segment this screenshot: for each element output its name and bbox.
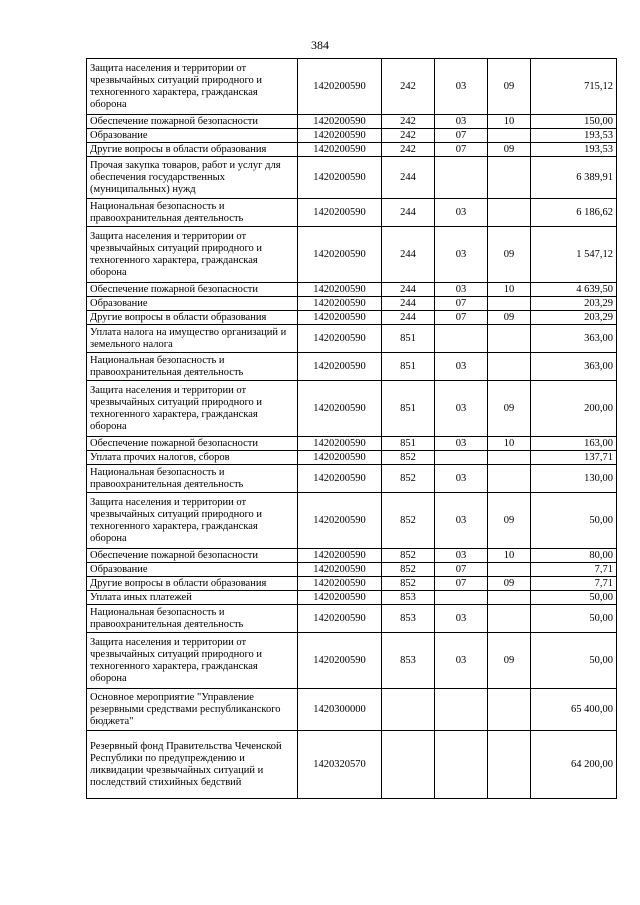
table-row — [87, 563, 617, 577]
row-amount: 50,00 — [531, 591, 617, 605]
row-amount: 6 389,91 — [531, 157, 617, 199]
row-name: Другие вопросы в области образования — [87, 311, 298, 325]
row-amount: 363,00 — [531, 353, 617, 381]
row-expense-type — [382, 689, 435, 731]
row-amount: 7,71 — [531, 577, 617, 591]
row-section: 03 — [435, 353, 488, 381]
row-expense-type: 242 — [382, 59, 435, 115]
row-target-article: 1420200590 — [298, 283, 382, 297]
row-target-article: 1420200590 — [298, 115, 382, 129]
table-row — [87, 283, 617, 297]
row-amount: 203,29 — [531, 297, 617, 311]
row-name: Национальная безопасность и правоохранительная деятельность — [87, 199, 298, 227]
row-section: 03 — [435, 115, 488, 129]
row-section — [435, 451, 488, 465]
row-amount: 7,71 — [531, 563, 617, 577]
row-name: Обеспечение пожарной безопасности — [87, 437, 298, 451]
row-target-article: 1420200590 — [298, 227, 382, 283]
row-name: Прочая закупка товаров, работ и услуг для обеспечения государственных (муниципальных) нужд — [87, 157, 298, 199]
row-name: Уплата прочих налогов, сборов — [87, 451, 298, 465]
row-section: 07 — [435, 563, 488, 577]
table-row — [87, 577, 617, 591]
row-expense-type: 244 — [382, 157, 435, 199]
row-amount: 193,53 — [531, 129, 617, 143]
row-amount: 50,00 — [531, 633, 617, 689]
table-row — [87, 115, 617, 129]
row-name: Национальная безопасность и правоохранительная деятельность — [87, 605, 298, 633]
row-target-article: 1420200590 — [298, 353, 382, 381]
row-name: Защита населения и территории от чрезвычайных ситуаций природного и техногенного характера, гражданская оборона — [87, 493, 298, 549]
row-name: Национальная безопасность и правоохранительная деятельность — [87, 465, 298, 493]
row-amount: 64 200,00 — [531, 731, 617, 799]
row-target-article: 1420200590 — [298, 381, 382, 437]
row-subsection — [488, 199, 531, 227]
row-name: Обеспечение пожарной безопасности — [87, 115, 298, 129]
row-name: Резервный фонд Правительства Чеченской Республики по предупреждению и ликвидации чрезвычайных ситуаций и последствий стихийных бедствий — [87, 731, 298, 799]
row-expense-type: 242 — [382, 115, 435, 129]
row-name: Защита населения и территории от чрезвычайных ситуаций природного и техногенного характера, гражданская оборона — [87, 59, 298, 115]
row-amount: 200,00 — [531, 381, 617, 437]
row-target-article: 1420200590 — [298, 129, 382, 143]
row-name: Национальная безопасность и правоохранительная деятельность — [87, 353, 298, 381]
row-section: 07 — [435, 129, 488, 143]
row-expense-type: 852 — [382, 577, 435, 591]
row-section — [435, 591, 488, 605]
row-subsection: 09 — [488, 381, 531, 437]
table-row — [87, 437, 617, 451]
row-section: 03 — [435, 437, 488, 451]
row-target-article: 1420300000 — [298, 689, 382, 731]
row-expense-type: 852 — [382, 563, 435, 577]
table-row — [87, 605, 617, 633]
row-target-article: 1420200590 — [298, 157, 382, 199]
row-amount: 203,29 — [531, 311, 617, 325]
row-section — [435, 689, 488, 731]
row-section: 07 — [435, 577, 488, 591]
row-expense-type: 852 — [382, 465, 435, 493]
table-row — [87, 59, 617, 115]
row-subsection: 10 — [488, 283, 531, 297]
row-target-article: 1420200590 — [298, 451, 382, 465]
row-subsection: 10 — [488, 115, 531, 129]
row-subsection — [488, 325, 531, 353]
row-name: Образование — [87, 297, 298, 311]
table-row — [87, 297, 617, 311]
row-subsection: 09 — [488, 633, 531, 689]
table-row — [87, 381, 617, 437]
row-expense-type: 244 — [382, 297, 435, 311]
table-row — [87, 731, 617, 799]
row-subsection — [488, 451, 531, 465]
row-section: 03 — [435, 227, 488, 283]
row-subsection — [488, 297, 531, 311]
row-section: 03 — [435, 465, 488, 493]
table-row — [87, 143, 617, 157]
row-target-article: 1420200590 — [298, 325, 382, 353]
row-subsection: 09 — [488, 59, 531, 115]
row-section: 03 — [435, 605, 488, 633]
row-expense-type: 851 — [382, 325, 435, 353]
row-name: Обеспечение пожарной безопасности — [87, 283, 298, 297]
row-target-article: 1420200590 — [298, 437, 382, 451]
row-section: 07 — [435, 311, 488, 325]
row-amount: 65 400,00 — [531, 689, 617, 731]
row-expense-type: 853 — [382, 605, 435, 633]
row-subsection — [488, 129, 531, 143]
row-name: Уплата иных платежей — [87, 591, 298, 605]
row-subsection — [488, 157, 531, 199]
row-subsection: 09 — [488, 227, 531, 283]
row-amount: 1 547,12 — [531, 227, 617, 283]
row-subsection — [488, 591, 531, 605]
row-target-article: 1420320570 — [298, 731, 382, 799]
row-name: Другие вопросы в области образования — [87, 143, 298, 157]
table-row — [87, 591, 617, 605]
row-target-article: 1420200590 — [298, 605, 382, 633]
row-amount: 363,00 — [531, 325, 617, 353]
row-section: 07 — [435, 143, 488, 157]
row-expense-type: 853 — [382, 591, 435, 605]
row-subsection — [488, 689, 531, 731]
row-section: 03 — [435, 633, 488, 689]
table-row — [87, 129, 617, 143]
row-expense-type: 852 — [382, 451, 435, 465]
table-row — [87, 633, 617, 689]
row-section — [435, 325, 488, 353]
row-amount: 80,00 — [531, 549, 617, 563]
row-expense-type: 244 — [382, 199, 435, 227]
row-section: 03 — [435, 199, 488, 227]
row-amount: 715,12 — [531, 59, 617, 115]
row-name: Образование — [87, 563, 298, 577]
row-name: Основное мероприятие "Управление резервными средствами республиканского бюджета" — [87, 689, 298, 731]
page-number: 384 — [311, 38, 329, 52]
row-subsection — [488, 605, 531, 633]
row-subsection — [488, 731, 531, 799]
row-subsection: 09 — [488, 143, 531, 157]
row-expense-type: 852 — [382, 493, 435, 549]
row-expense-type: 851 — [382, 437, 435, 451]
row-section — [435, 157, 488, 199]
table-row — [87, 549, 617, 563]
row-subsection: 10 — [488, 437, 531, 451]
row-amount: 50,00 — [531, 605, 617, 633]
row-name: Защита населения и территории от чрезвычайных ситуаций природного и техногенного характера, гражданская оборона — [87, 381, 298, 437]
row-expense-type — [382, 731, 435, 799]
table-row — [87, 493, 617, 549]
row-target-article: 1420200590 — [298, 577, 382, 591]
row-target-article: 1420200590 — [298, 549, 382, 563]
table-row — [87, 199, 617, 227]
table-row — [87, 311, 617, 325]
row-target-article: 1420200590 — [298, 563, 382, 577]
table-row — [87, 353, 617, 381]
table-row — [87, 451, 617, 465]
row-amount: 150,00 — [531, 115, 617, 129]
row-target-article: 1420200590 — [298, 633, 382, 689]
row-expense-type: 242 — [382, 143, 435, 157]
row-section: 07 — [435, 297, 488, 311]
budget-table — [86, 58, 617, 799]
row-subsection: 09 — [488, 311, 531, 325]
row-subsection: 09 — [488, 577, 531, 591]
row-target-article: 1420200590 — [298, 591, 382, 605]
row-amount: 193,53 — [531, 143, 617, 157]
row-expense-type: 244 — [382, 227, 435, 283]
table-row — [87, 325, 617, 353]
row-subsection — [488, 465, 531, 493]
row-target-article: 1420200590 — [298, 199, 382, 227]
row-section: 03 — [435, 59, 488, 115]
row-subsection: 10 — [488, 549, 531, 563]
row-section: 03 — [435, 549, 488, 563]
row-subsection — [488, 353, 531, 381]
row-amount: 130,00 — [531, 465, 617, 493]
row-section — [435, 731, 488, 799]
row-target-article: 1420200590 — [298, 311, 382, 325]
row-expense-type: 851 — [382, 381, 435, 437]
row-target-article: 1420200590 — [298, 493, 382, 549]
row-amount: 6 186,62 — [531, 199, 617, 227]
row-expense-type: 853 — [382, 633, 435, 689]
row-expense-type: 242 — [382, 129, 435, 143]
row-expense-type: 244 — [382, 311, 435, 325]
row-amount: 4 639,50 — [531, 283, 617, 297]
row-section: 03 — [435, 283, 488, 297]
row-name: Защита населения и территории от чрезвычайных ситуаций природного и техногенного характера, гражданская оборона — [87, 633, 298, 689]
row-target-article: 1420200590 — [298, 143, 382, 157]
row-name: Образование — [87, 129, 298, 143]
table-row — [87, 157, 617, 199]
row-expense-type: 852 — [382, 549, 435, 563]
row-section: 03 — [435, 381, 488, 437]
row-name: Обеспечение пожарной безопасности — [87, 549, 298, 563]
row-name: Другие вопросы в области образования — [87, 577, 298, 591]
row-amount: 137,71 — [531, 451, 617, 465]
row-target-article: 1420200590 — [298, 465, 382, 493]
row-expense-type: 851 — [382, 353, 435, 381]
row-subsection: 09 — [488, 493, 531, 549]
row-section: 03 — [435, 493, 488, 549]
row-target-article: 1420200590 — [298, 297, 382, 311]
row-name: Уплата налога на имущество организаций и земельного налога — [87, 325, 298, 353]
row-subsection — [488, 563, 531, 577]
table-row — [87, 227, 617, 283]
row-name: Защита населения и территории от чрезвычайных ситуаций природного и техногенного характера, гражданская оборона — [87, 227, 298, 283]
table-row — [87, 465, 617, 493]
budget-table-body — [87, 59, 617, 799]
row-target-article: 1420200590 — [298, 59, 382, 115]
table-row — [87, 689, 617, 731]
row-expense-type: 244 — [382, 283, 435, 297]
row-amount: 50,00 — [531, 493, 617, 549]
row-amount: 163,00 — [531, 437, 617, 451]
